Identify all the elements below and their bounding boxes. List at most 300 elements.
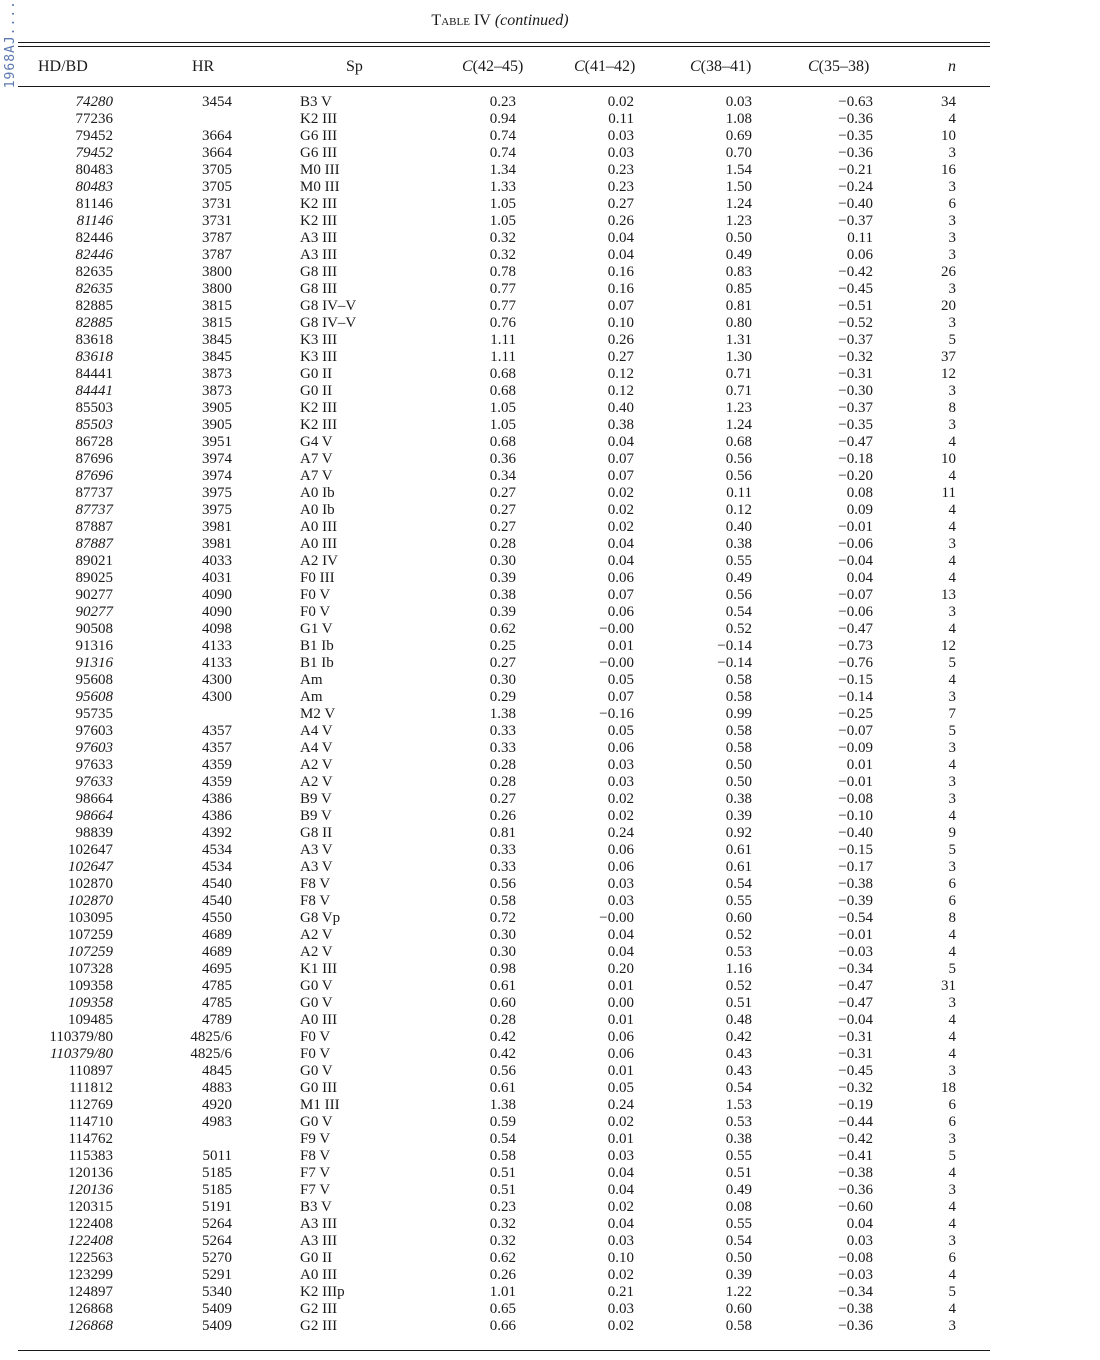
cell-c-35-38: −0.07 [838,587,873,603]
cell-hr: 5185 [202,1165,232,1181]
cell-c-35-38: −0.36 [838,1318,873,1334]
header-c-38-41: C(38–41) [690,58,752,75]
cell-c-35-38: −0.39 [838,893,873,909]
cell-hr: 4090 [202,604,232,620]
cell-n: 4 [948,621,956,637]
cell-c-35-38: 0.03 [846,1233,873,1249]
table-row [0,264,1000,281]
cell-hd-bd: 120315 [68,1199,113,1215]
header-rule [18,86,990,87]
cell-n: 5 [948,842,956,858]
cell-n: 6 [948,1097,956,1113]
cell-n: 5 [948,1284,956,1300]
cell-n: 6 [948,893,956,909]
cell-sp: G1 V [300,621,333,637]
cell-sp: A0 III [300,1267,338,1283]
cell-c-42-45: 0.32 [489,1233,516,1249]
cell-hd-bd: 82635 [75,281,113,297]
cell-sp: F0 V [300,1046,331,1062]
cell-sp: Am [300,672,323,688]
cell-n: 18 [941,1080,956,1096]
cell-c-38-41: 0.53 [725,944,752,960]
table-row [0,145,1000,162]
cell-n: 3 [948,1182,956,1198]
cell-hd-bd: 87737 [75,502,113,518]
cell-c-35-38: −0.38 [838,876,873,892]
cell-c-35-38: −0.36 [838,145,873,161]
cell-c-41-42: 0.23 [607,179,634,195]
table-row [0,621,1000,638]
cell-c-38-41: 0.54 [725,876,752,892]
table-row [0,570,1000,587]
cell-sp: G0 V [300,995,333,1011]
table-row [0,1301,1000,1318]
cell-c-42-45: 0.56 [489,876,516,892]
cell-c-41-42: 0.03 [607,1148,634,1164]
cell-c-41-42: 0.02 [607,502,634,518]
cell-c-42-45: 0.28 [489,536,516,552]
table-row [0,502,1000,519]
cell-c-35-38: 0.04 [846,1216,873,1232]
cell-c-38-41: 1.08 [725,111,752,127]
cell-n: 11 [941,485,956,501]
cell-hr: 3974 [202,468,232,484]
cell-hr: 5264 [202,1233,232,1249]
cell-hr: 4983 [202,1114,232,1130]
cell-hr: 3981 [202,536,232,552]
cell-n: 5 [948,961,956,977]
cell-hr: 5264 [202,1216,232,1232]
cell-c-35-38: −0.45 [838,281,873,297]
table-row [0,1182,1000,1199]
cell-c-42-45: 0.26 [489,808,516,824]
cell-c-41-42: −0.00 [599,655,634,671]
cell-c-38-41: 0.38 [725,791,752,807]
cell-c-41-42: 0.07 [607,689,634,705]
cell-c-41-42: 0.03 [607,876,634,892]
cell-c-35-38: −0.47 [838,434,873,450]
cell-c-42-45: 0.74 [489,145,516,161]
cell-c-42-45: 0.32 [489,247,516,263]
cell-hd-bd: 102647 [68,842,113,858]
cell-c-38-41: 0.38 [725,1131,752,1147]
cell-sp: G0 V [300,1063,333,1079]
table-row [0,1148,1000,1165]
top-rule-2 [18,46,990,47]
cell-n: 5 [948,332,956,348]
cell-c-41-42: −0.00 [599,621,634,637]
table-row [0,383,1000,400]
cell-c-35-38: −0.06 [838,604,873,620]
cell-c-42-45: 0.39 [489,570,516,586]
cell-c-41-42: 0.03 [607,893,634,909]
top-rule-1 [18,42,990,43]
cell-c-41-42: 0.07 [607,468,634,484]
bibcode-stamp: 1968AJ.... [3,0,18,89]
cell-c-41-42: 0.06 [607,842,634,858]
cell-c-35-38: −0.04 [838,553,873,569]
cell-c-41-42: 0.04 [607,536,634,552]
cell-n: 3 [948,536,956,552]
cell-c-42-45: 0.77 [489,281,516,297]
cell-c-41-42: 0.04 [607,1182,634,1198]
cell-c-35-38: −0.52 [838,315,873,331]
cell-n: 4 [948,808,956,824]
cell-c-35-38: −0.41 [838,1148,873,1164]
table-row [0,485,1000,502]
table-row [0,604,1000,621]
cell-c-38-41: 0.43 [725,1046,752,1062]
cell-sp: A7 V [300,468,333,484]
cell-hd-bd: 122563 [68,1250,113,1266]
table-row [0,1199,1000,1216]
cell-n: 37 [941,349,956,365]
cell-c-35-38: −0.01 [838,519,873,535]
cell-hr: 3815 [202,298,232,314]
cell-c-42-45: 0.30 [489,553,516,569]
cell-hd-bd: 87887 [75,519,113,535]
cell-c-42-45: 0.54 [489,1131,516,1147]
cell-sp: M2 V [300,706,336,722]
cell-c-35-38: −0.42 [838,1131,873,1147]
cell-sp: A2 V [300,757,333,773]
header-n: n [948,58,956,75]
cell-c-42-45: 0.25 [489,638,516,654]
cell-c-41-42: 0.12 [607,383,634,399]
cell-c-35-38: −0.04 [838,1012,873,1028]
cell-hd-bd: 82446 [75,230,113,246]
cell-sp: M0 III [300,162,340,178]
cell-c-41-42: 0.01 [607,638,634,654]
cell-c-38-41: 0.85 [725,281,752,297]
cell-hr: 3845 [202,332,232,348]
cell-n: 4 [948,944,956,960]
cell-c-41-42: 0.10 [607,315,634,331]
table-row [0,1029,1000,1046]
cell-n: 6 [948,1250,956,1266]
table-row [0,1216,1000,1233]
table-row [0,587,1000,604]
table-row [0,434,1000,451]
cell-c-35-38: −0.21 [838,162,873,178]
cell-sp: G8 IV–V [300,315,357,331]
cell-sp: B1 Ib [300,655,334,671]
cell-c-35-38: −0.09 [838,740,873,756]
cell-hd-bd: 89025 [75,570,113,586]
cell-sp: G0 V [300,978,333,994]
cell-n: 4 [948,519,956,535]
cell-n: 8 [948,400,956,416]
cell-c-42-45: 0.28 [489,1012,516,1028]
cell-hr: 3800 [202,264,232,280]
cell-c-41-42: 0.03 [607,145,634,161]
cell-c-38-41: 0.11 [726,485,752,501]
cell-hd-bd: 91316 [75,655,113,671]
table-row [0,1046,1000,1063]
cell-c-41-42: 0.04 [607,944,634,960]
header-sp: Sp [346,58,363,75]
cell-sp: G0 II [300,383,333,399]
cell-hd-bd: 79452 [75,145,113,161]
cell-hr: 3454 [202,94,232,110]
cell-c-35-38: 0.09 [846,502,873,518]
cell-c-35-38: −0.35 [838,417,873,433]
table-row [0,1012,1000,1029]
table-row [0,672,1000,689]
cell-c-35-38: −0.63 [838,94,873,110]
cell-hr: 4386 [202,791,232,807]
table-row [0,1114,1000,1131]
cell-c-41-42: 0.16 [607,281,634,297]
cell-c-38-41: 0.55 [725,1216,752,1232]
cell-c-35-38: −0.25 [838,706,873,722]
cell-hd-bd: 109485 [68,1012,113,1028]
cell-n: 9 [948,825,956,841]
cell-c-35-38: −0.76 [838,655,873,671]
cell-c-38-41: 0.69 [725,128,752,144]
cell-c-35-38: −0.40 [838,825,873,841]
cell-hd-bd: 109358 [68,978,113,994]
cell-sp: B9 V [300,791,332,807]
cell-hd-bd: 90277 [75,587,113,603]
cell-c-41-42: 0.27 [607,196,634,212]
cell-sp: A3 III [300,1233,338,1249]
cell-c-41-42: 0.11 [608,111,634,127]
cell-sp: G8 II [300,825,333,841]
cell-c-38-41: 0.54 [725,1080,752,1096]
cell-hd-bd: 107328 [68,961,113,977]
cell-c-38-41: 1.54 [725,162,752,178]
cell-hd-bd: 87696 [75,451,113,467]
cell-sp: G0 II [300,366,333,382]
cell-c-42-45: 0.28 [489,774,516,790]
cell-sp: K2 III [300,213,338,229]
cell-c-35-38: −0.34 [838,961,873,977]
cell-n: 3 [948,179,956,195]
cell-c-42-45: 0.62 [489,621,516,637]
cell-sp: A3 III [300,247,338,263]
cell-n: 31 [941,978,956,994]
cell-sp: G6 III [300,145,338,161]
cell-hd-bd: 110897 [68,1063,113,1079]
cell-c-41-42: 0.01 [607,978,634,994]
cell-c-42-45: 0.36 [489,451,516,467]
cell-sp: K2 III [300,417,338,433]
table-row [0,706,1000,723]
cell-c-42-45: 0.61 [489,1080,516,1096]
cell-c-42-45: 0.29 [489,689,516,705]
cell-hr: 4695 [202,961,232,977]
cell-hr: 4920 [202,1097,232,1113]
table-row [0,638,1000,655]
cell-hd-bd: 91316 [75,638,113,654]
cell-c-38-41: 0.51 [725,995,752,1011]
cell-c-42-45: 0.74 [489,128,516,144]
cell-hr: 4785 [202,978,232,994]
cell-c-41-42: 0.05 [607,723,634,739]
cell-c-35-38: −0.60 [838,1199,873,1215]
cell-c-35-38: 0.04 [846,570,873,586]
cell-hd-bd: 87737 [75,485,113,501]
table-row [0,927,1000,944]
cell-c-42-45: 0.26 [489,1267,516,1283]
table-row [0,910,1000,927]
cell-c-42-45: 1.38 [489,1097,516,1113]
cell-c-42-45: 0.72 [489,910,516,926]
cell-hr: 4392 [202,825,232,841]
cell-hd-bd: 111812 [69,1080,113,1096]
cell-sp: F7 V [300,1182,331,1198]
cell-sp: A0 Ib [300,485,335,501]
cell-c-38-41: 0.12 [725,502,752,518]
cell-c-38-41: 0.56 [725,451,752,467]
cell-c-42-45: 0.27 [489,655,516,671]
cell-c-35-38: −0.36 [838,111,873,127]
cell-sp: F0 V [300,604,331,620]
cell-c-35-38: −0.73 [838,638,873,654]
cell-c-38-41: 0.99 [725,706,752,722]
cell-c-35-38: −0.03 [838,944,873,960]
table-row [0,162,1000,179]
cell-sp: G0 III [300,1080,338,1096]
table-row [0,298,1000,315]
cell-hr: 3705 [202,179,232,195]
cell-c-41-42: 0.02 [607,519,634,535]
cell-sp: B1 Ib [300,638,334,654]
cell-hr: 4300 [202,689,232,705]
table-row [0,1267,1000,1284]
cell-hr: 3873 [202,383,232,399]
cell-c-38-41: −0.14 [717,655,752,671]
cell-c-38-41: 0.39 [725,1267,752,1283]
cell-c-38-41: 1.30 [725,349,752,365]
cell-c-42-45: 0.61 [489,978,516,994]
cell-hd-bd: 80483 [75,162,113,178]
cell-c-42-45: 1.11 [490,349,516,365]
cell-c-41-42: 0.38 [607,417,634,433]
cell-hr: 3800 [202,281,232,297]
cell-sp: G4 V [300,434,333,450]
header-c-41-42: C(41–42) [574,58,636,75]
cell-sp: A0 III [300,536,338,552]
cell-c-41-42: 0.05 [607,1080,634,1096]
cell-c-42-45: 0.98 [489,961,516,977]
cell-n: 3 [948,604,956,620]
cell-c-41-42: 0.20 [607,961,634,977]
table-row [0,1097,1000,1114]
cell-n: 3 [948,247,956,263]
cell-c-42-45: 0.27 [489,791,516,807]
cell-hr: 4386 [202,808,232,824]
cell-n: 3 [948,417,956,433]
table-row [0,111,1000,128]
cell-sp: A0 III [300,519,338,535]
cell-c-35-38: −0.54 [838,910,873,926]
cell-c-38-41: 0.42 [725,1029,752,1045]
cell-c-38-41: 0.48 [725,1012,752,1028]
cell-hd-bd: 84441 [75,366,113,382]
cell-hr: 4031 [202,570,232,586]
cell-c-35-38: 0.01 [846,757,873,773]
cell-c-38-41: 1.16 [725,961,752,977]
cell-sp: A2 IV [300,553,338,569]
table-row [0,553,1000,570]
cell-n: 3 [948,230,956,246]
cell-c-38-41: 0.50 [725,757,752,773]
cell-c-42-45: 1.05 [489,196,516,212]
cell-hr: 3815 [202,315,232,331]
cell-sp: A4 V [300,723,333,739]
cell-hd-bd: 87696 [75,468,113,484]
table-row [0,1284,1000,1301]
cell-c-41-42: 0.23 [607,162,634,178]
cell-c-41-42: 0.04 [607,434,634,450]
cell-c-35-38: −0.30 [838,383,873,399]
cell-c-38-41: 0.58 [725,672,752,688]
cell-c-42-45: 0.27 [489,519,516,535]
cell-c-41-42: 0.06 [607,740,634,756]
cell-hr: 4825/6 [190,1029,232,1045]
cell-hd-bd: 74280 [75,94,113,110]
cell-n: 4 [948,1216,956,1232]
cell-c-38-41: 0.83 [725,264,752,280]
cell-hd-bd: 98664 [75,791,113,807]
table-row [0,774,1000,791]
table-row [0,723,1000,740]
cell-sp: G8 III [300,281,338,297]
cell-hd-bd: 114762 [68,1131,113,1147]
cell-n: 3 [948,859,956,875]
cell-hr: 4540 [202,893,232,909]
cell-n: 3 [948,1063,956,1079]
cell-c-38-41: 0.54 [725,1233,752,1249]
cell-c-35-38: −0.15 [838,842,873,858]
cell-hd-bd: 97603 [75,740,113,756]
cell-hd-bd: 80483 [75,179,113,195]
table-row [0,349,1000,366]
cell-c-35-38: −0.51 [838,298,873,314]
cell-n: 3 [948,1131,956,1147]
cell-sp: B9 V [300,808,332,824]
table-title [0,12,1000,30]
cell-c-41-42: 0.26 [607,213,634,229]
cell-hd-bd: 89021 [75,553,113,569]
cell-c-42-45: 0.68 [489,434,516,450]
cell-sp: A2 V [300,774,333,790]
cell-c-38-41: 0.53 [725,1114,752,1130]
cell-sp: K1 III [300,961,338,977]
cell-c-41-42: 0.40 [607,400,634,416]
cell-c-38-41: 1.23 [725,213,752,229]
cell-hr: 3951 [202,434,232,450]
cell-c-38-41: 0.71 [725,366,752,382]
table-row [0,876,1000,893]
cell-sp: F9 V [300,1131,331,1147]
cell-hd-bd: 95608 [75,672,113,688]
cell-c-41-42: 0.04 [607,1216,634,1232]
cell-sp: M1 III [300,1097,340,1113]
cell-hd-bd: 85503 [75,417,113,433]
cell-c-38-41: 0.49 [725,247,752,263]
table-row [0,689,1000,706]
cell-sp: K2 III [300,111,338,127]
cell-c-41-42: 0.04 [607,553,634,569]
cell-c-42-45: 0.58 [489,893,516,909]
table-row [0,842,1000,859]
cell-n: 6 [948,876,956,892]
cell-c-42-45: 0.51 [489,1165,516,1181]
cell-c-41-42: 0.02 [607,1114,634,1130]
